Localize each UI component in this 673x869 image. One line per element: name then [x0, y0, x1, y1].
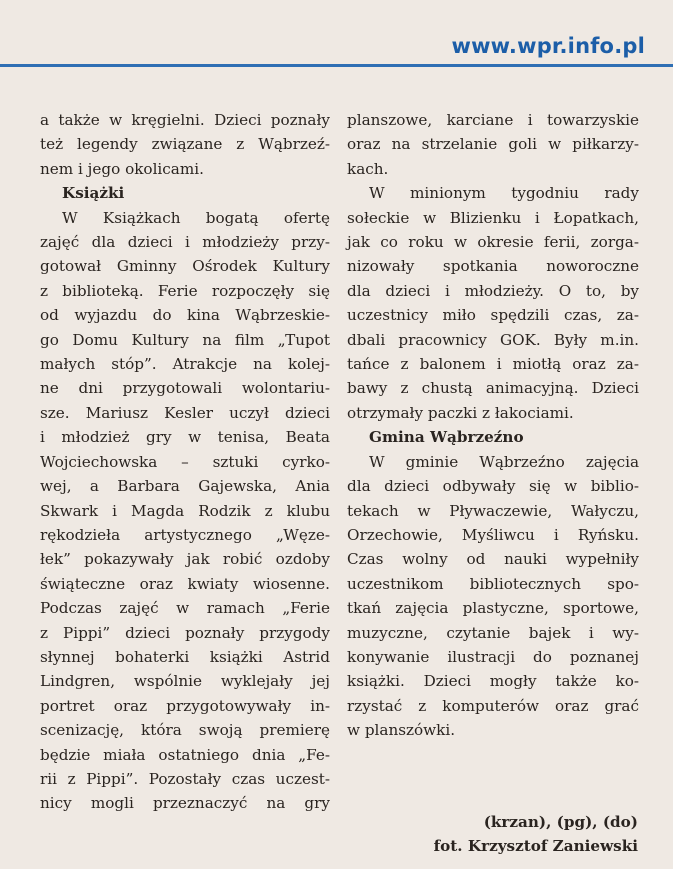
text-line: Orzechowie, Myśliwcu i Ryńsku.: [347, 525, 639, 544]
text-line: tkań zajęcia plastyczne, sportowe,: [347, 599, 639, 618]
text-line: Skwark i Magda Rodzik z klubu: [40, 501, 330, 520]
text-line: W Książkach bogatą ofertę: [62, 208, 330, 227]
text-line: z Pippi” dzieci poznały przygody: [40, 623, 330, 642]
text-line: Podczas zajęć w ramach „Ferie: [40, 599, 330, 618]
right-column: [347, 108, 639, 743]
text-line: Wojciechowska – sztuki cyrko-: [40, 452, 330, 471]
text-line: gotował Gminny Ośrodek Kultury: [40, 257, 330, 276]
text-line: otrzymały paczki z łakociami.: [347, 403, 574, 422]
text-line: muzyczne, czytanie bajek i wy-: [347, 623, 639, 642]
text-line: a także w kręgielni. Dzieci poznały: [40, 111, 330, 129]
text-line: też legendy związane z Wąbrzeź-: [40, 135, 330, 154]
text-line: od wyjazdu do kina Wąbrzeskie-: [40, 306, 330, 325]
text-line: bawy z chustą animacyjną. Dzieci: [347, 379, 639, 398]
text-line: łek” pokazywały jak robić ozdoby: [40, 550, 330, 569]
text-line: w planszówki.: [347, 721, 456, 740]
text-line: sze. Mariusz Kesler uczył dzieci: [40, 403, 330, 422]
text-line: nicy mogli przeznaczyć na gry: [40, 794, 330, 813]
text-line: konywanie ilustracji do poznanej: [347, 647, 639, 666]
text-line: zajęć dla dzieci i młodzieży przy-: [40, 233, 330, 252]
section-heading: Książki: [62, 184, 125, 203]
credits-photo: fot. Krzysztof Zaniewski: [433, 837, 638, 856]
header-url: www.wpr.info.pl: [451, 34, 645, 58]
text-line: z biblioteką. Ferie rozpoczęły się: [40, 281, 330, 300]
text-line: portret oraz przygotowywały in-: [40, 696, 330, 715]
text-line: W gminie Wąbrzeźno zajęcia: [369, 452, 639, 471]
text-line: uczestnikom bibliotecznych spo-: [347, 574, 639, 593]
text-line: książki. Dzieci mogły także ko-: [347, 672, 639, 691]
text-line: uczestnicy miło spędzili czas, za-: [347, 306, 639, 325]
text-line: planszowe, karciane i towarzyskie: [347, 111, 639, 129]
text-line: świąteczne oraz kwiaty wiosenne.: [40, 574, 330, 593]
credits-block: [434, 810, 638, 859]
text-line: tańce z balonem i miotłą oraz za-: [347, 355, 639, 374]
text-line: dla dzieci odbywały się w biblio-: [347, 477, 639, 496]
header-rule: [0, 64, 673, 67]
text-line: Czas wolny od nauki wypełniły: [347, 550, 639, 569]
text-line: słynnej bohaterki książki Astrid: [40, 647, 330, 666]
credits-authors: (krzan), (pg), (do): [483, 813, 638, 831]
text-line: i młodzież gry w tenisa, Beata: [40, 428, 330, 447]
text-line: rękodzieła artystycznego „Węze-: [40, 525, 330, 544]
text-line: będzie miała ostatniego dnia „Fe-: [40, 745, 330, 764]
text-line: dla dzieci i młodzieży. O to, by: [347, 281, 639, 300]
text-line: nem i jego okolicami.: [40, 159, 204, 178]
text-line: wej, a Barbara Gajewska, Ania: [40, 477, 330, 496]
text-line: ne dni przygotowali wolontariu-: [40, 379, 330, 398]
text-line: nizowały spotkania noworoczne: [347, 257, 639, 276]
text-line: go Domu Kultury na film „Tupot: [40, 330, 330, 349]
text-line: małych stóp”. Atrakcje na kolej-: [40, 355, 330, 374]
text-line: scenizację, która swoją premierę: [40, 721, 330, 740]
text-line: kach.: [347, 159, 389, 178]
text-line: sołeckie w Blizienku i Łopatkach,: [347, 208, 639, 227]
text-line: Lindgren, wspólnie wyklejały jej: [40, 672, 330, 691]
text-line: jak co roku w okresie ferii, zorga-: [347, 233, 639, 252]
section-heading: Gmina Wąbrzeźno: [369, 428, 524, 447]
text-line: rii z Pippi”. Pozostały czas uczest-: [40, 769, 330, 788]
text-line: tekach w Pływaczewie, Wałyczu,: [347, 501, 639, 520]
text-line: W minionym tygodniu rady: [369, 184, 639, 203]
text-line: rzystać z komputerów oraz grać: [347, 696, 639, 715]
left-column: [40, 108, 330, 816]
text-line: oraz na strzelanie goli w piłkarzy-: [347, 135, 639, 154]
text-line: dbali pracownicy GOK. Były m.in.: [347, 330, 639, 349]
